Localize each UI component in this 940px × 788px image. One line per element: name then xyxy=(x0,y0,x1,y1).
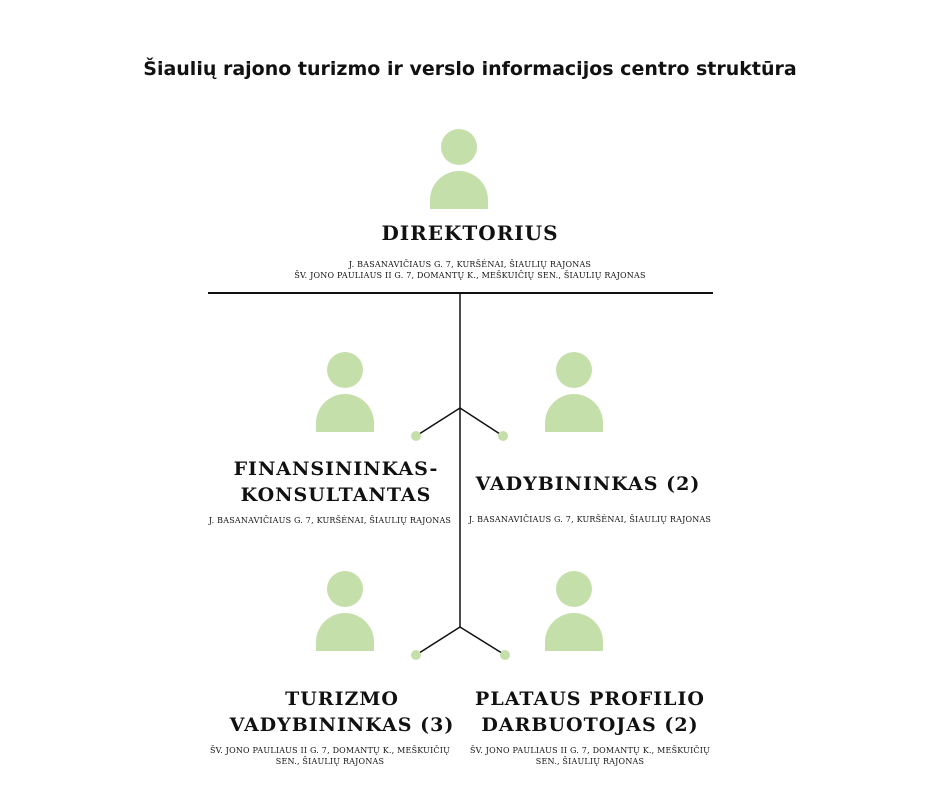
director-address xyxy=(230,259,710,281)
director-role xyxy=(280,220,660,246)
branch-line-generalist xyxy=(460,627,505,655)
branch-line-manager xyxy=(460,408,503,436)
branch-dot-tourism xyxy=(411,650,421,660)
person-body xyxy=(430,171,488,209)
branch-line-finance xyxy=(416,408,460,436)
finance-role xyxy=(206,456,466,508)
person-head xyxy=(556,571,592,607)
tourism-role-line: VADYBININKAS (3) xyxy=(229,714,455,736)
person-head xyxy=(327,352,363,388)
tourism-address xyxy=(195,745,465,767)
finance-address-line: J. BASANAVIČIAUS G. 7, KURŠĖNAI, ŠIAULIŲ RAJONAS xyxy=(208,516,452,525)
director-role-label: DIREKTORIUS xyxy=(381,221,559,245)
person-head xyxy=(556,352,592,388)
generalist-address-line: ŠV. JONO PAULIAUS II G. 7, DOMANTŲ K., MEŠKUIČIŲ xyxy=(469,746,711,755)
branch-dot-manager xyxy=(498,431,508,441)
person-body xyxy=(545,394,603,432)
manager-address xyxy=(455,514,725,525)
tourism-role xyxy=(212,686,472,738)
person-head xyxy=(441,129,477,165)
finance-person-icon xyxy=(316,352,374,432)
finance-address xyxy=(195,515,465,526)
manager-address-line: J. BASANAVIČIAUS G. 7, KURŠĖNAI, ŠIAULIŲ RAJONAS xyxy=(468,515,712,524)
generalist-role-line: PLATAUS PROFILIO xyxy=(475,688,705,710)
generalist-role-line: DARBUOTOJAS (2) xyxy=(481,714,699,736)
finance-role-line: KONSULTANTAS xyxy=(240,484,432,506)
tourism-person-icon xyxy=(316,571,374,651)
person-head xyxy=(327,571,363,607)
branch-line-tourism xyxy=(416,627,460,655)
manager-person-icon xyxy=(545,352,603,432)
manager-role xyxy=(468,471,708,497)
person-body xyxy=(316,394,374,432)
director-address-line: ŠV. JONO PAULIAUS II G. 7, DOMANTŲ K., MEŠKUIČIŲ SEN., ŠIAULIŲ RAJONAS xyxy=(294,271,646,280)
tourism-address-line: SEN., ŠIAULIŲ RAJONAS xyxy=(275,757,385,766)
page-title: Šiaulių rajono turizmo ir verslo informacijos centro struktūra xyxy=(143,58,797,80)
manager-role-line: VADYBININKAS (2) xyxy=(475,473,701,495)
director-address-line: J. BASANAVIČIAUS G. 7, KURŠĖNAI, ŠIAULIŲ RAJONAS xyxy=(348,260,592,269)
person-body xyxy=(316,613,374,651)
generalist-address xyxy=(455,745,725,767)
tourism-role-line: TURIZMO xyxy=(285,688,399,710)
director-person-icon xyxy=(430,129,488,209)
branch-dot-generalist xyxy=(500,650,510,660)
generalist-role xyxy=(460,686,720,738)
tourism-address-line: ŠV. JONO PAULIAUS II G. 7, DOMANTŲ K., MEŠKUIČIŲ xyxy=(209,746,451,755)
branch-dot-finance xyxy=(411,431,421,441)
generalist-person-icon xyxy=(545,571,603,651)
finance-role-line: FINANSININKAS- xyxy=(233,458,439,480)
generalist-address-line: SEN., ŠIAULIŲ RAJONAS xyxy=(535,757,645,766)
person-body xyxy=(545,613,603,651)
